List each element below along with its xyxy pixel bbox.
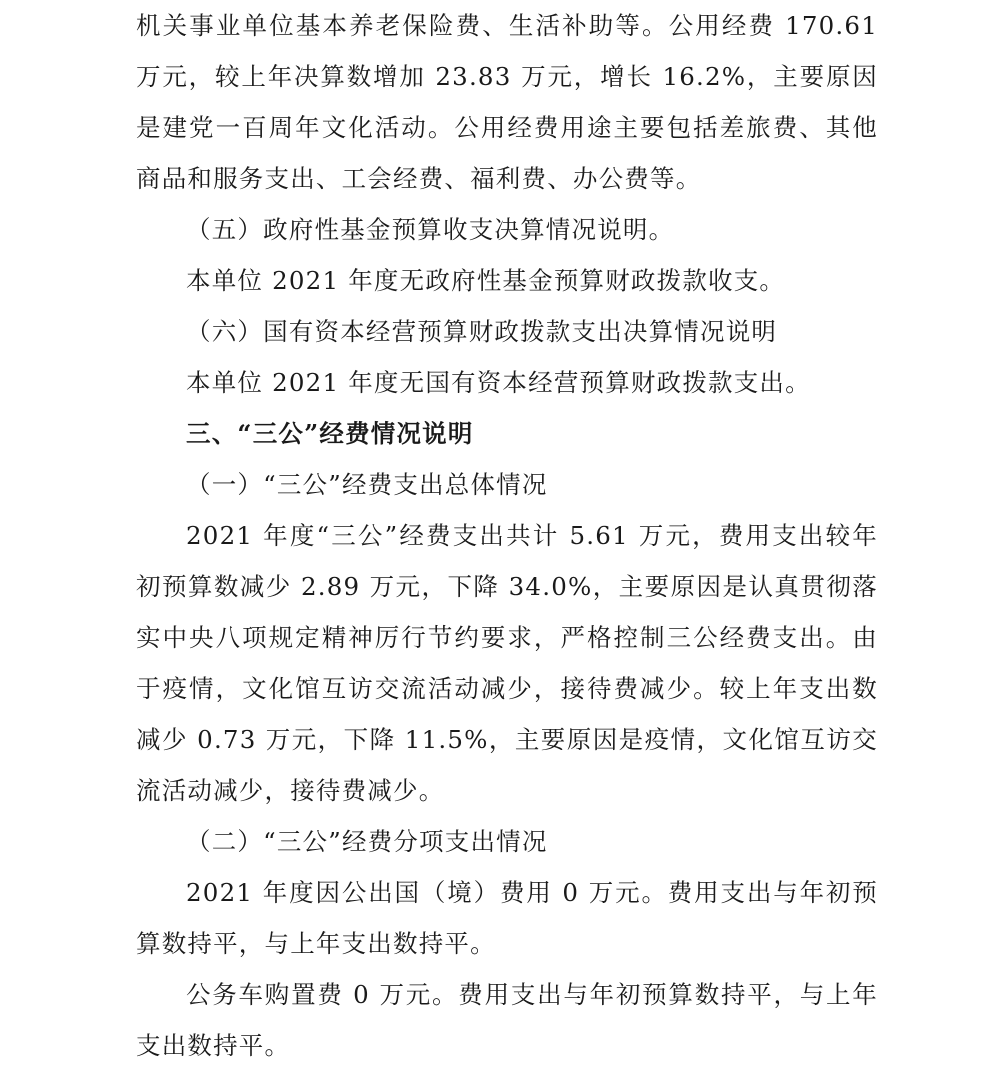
paragraph-vehicle-purchase: 公务车购置费 0 万元。费用支出与年初预算数持平，与上年支出数持平。: [136, 980, 878, 1060]
heading-itemized-expense: （二）“三公”经费分项支出情况: [186, 827, 548, 856]
heading-overall-expense: （一）“三公”经费支出总体情况: [186, 470, 548, 499]
document-page: [136, 0, 878, 1071]
section-heading-three-public: 三、“三公”经费情况说明: [186, 419, 474, 448]
paragraph-overall-expense: 2021 年度“三公”经费支出共计 5.61 万元，费用支出较年初预算数减少 2.89 万元，下降 34.0%，主要原因是认真贯彻落实中央八项规定精神厉行节约要求，严格控制三公经费支出。由于疫情，文化馆互访交流活动减少，接待费减少。较上年支出数减少 0.73 万元，下降 11.5%，主要原因是疫情，文化馆互访交流活动减少，接待费减少。: [136, 521, 878, 805]
paragraph-state-capital: 本单位 2021 年度无国有资本经营预算财政拨款支出。: [186, 368, 811, 397]
paragraph-public-expenses: 机关事业单位基本养老保险费、生活补助等。公用经费 170.61 万元，较上年决算数增加 23.83 万元，增长 16.2%，主要原因是建党一百周年文化活动。公用经费用途主要包括差旅费、其他商品和服务支出、工会经费、福利费、办公费等。: [136, 11, 878, 193]
paragraph-overseas-travel: 2021 年度因公出国（境）费用 0 万元。费用支出与年初预算数持平，与上年支出数持平。: [136, 878, 878, 958]
heading-state-capital: （六）国有资本经营预算财政拨款支出决算情况说明: [186, 317, 778, 346]
paragraph-government-fund: 本单位 2021 年度无政府性基金预算财政拨款收支。: [186, 266, 786, 295]
heading-government-fund: （五）政府性基金预算收支决算情况说明。: [186, 215, 675, 244]
